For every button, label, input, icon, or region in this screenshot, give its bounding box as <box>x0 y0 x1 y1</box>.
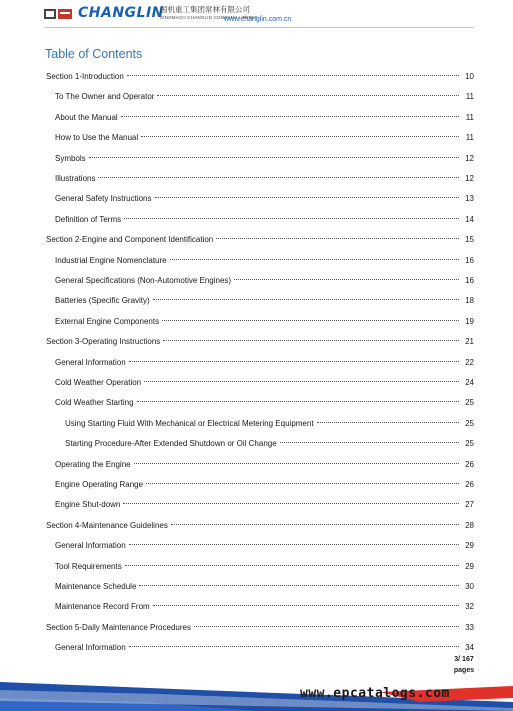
toc-entry[interactable] <box>55 479 474 491</box>
toc-section-entry[interactable] <box>46 622 474 634</box>
toc-entry[interactable] <box>55 499 474 511</box>
toc-entry[interactable] <box>55 357 474 369</box>
toc-entry[interactable] <box>55 214 474 226</box>
toc-entry-page: 25 <box>465 439 474 449</box>
company-website-link[interactable]: www.changlin.com.cn <box>224 16 292 23</box>
toc-entry[interactable] <box>55 581 474 593</box>
toc-entry-page: 18 <box>465 296 474 306</box>
toc-entry-page: 11 <box>465 133 474 143</box>
toc-entry-page: 21 <box>465 337 474 347</box>
toc-entry-page: 28 <box>465 520 474 530</box>
toc-dot-leader <box>194 626 459 627</box>
toc-entry-page: 29 <box>465 541 474 551</box>
toc-entry-page: 19 <box>465 316 474 326</box>
toc-entry[interactable] <box>55 173 474 185</box>
toc-entry-label: General Information <box>55 541 126 551</box>
toc-entry-label: Engine Shut-down <box>55 500 121 510</box>
toc-dot-leader <box>98 177 459 178</box>
toc-entry-label: About the Manual <box>55 112 118 122</box>
toc-entry-label: Industrial Engine Nomenclature <box>55 255 167 265</box>
toc-dot-leader <box>171 524 459 525</box>
toc-entry-page: 32 <box>465 602 474 612</box>
toc-entry-page: 24 <box>465 378 474 387</box>
toc-dot-leader <box>134 463 459 464</box>
toc-entry-label: Engine Operating Range <box>55 480 144 489</box>
toc-dot-leader <box>129 361 459 362</box>
toc-section-entry[interactable] <box>46 336 474 348</box>
toc-entry-label: General Specifications (Non-Automotive Engines) <box>55 276 232 285</box>
toc-dot-leader <box>121 116 459 117</box>
toc-entry[interactable] <box>55 255 474 267</box>
toc-entry-label: Starting Procedure-After Extended Shutdown or Oil Change <box>65 439 277 449</box>
toc-entry[interactable] <box>65 438 474 450</box>
toc-dot-leader <box>153 605 459 606</box>
toc-entry[interactable] <box>55 601 474 613</box>
toc-entry[interactable] <box>55 642 474 654</box>
toc-entry[interactable] <box>55 132 474 144</box>
page-number: 3/ 167 <box>454 656 474 663</box>
toc-entry[interactable] <box>55 540 474 552</box>
toc-entry-page: 29 <box>465 561 474 571</box>
toc-entry-label: General Information <box>55 357 126 367</box>
toc-entry[interactable] <box>55 295 474 307</box>
toc-entry[interactable] <box>55 112 474 124</box>
toc-entry-label: Section 3-Operating Instructions <box>46 337 161 347</box>
toc-entry-label: Symbols <box>55 153 86 163</box>
toc-entry-label: Section 5-Daily Maintenance Procedures <box>46 622 191 632</box>
toc-entry[interactable] <box>55 316 474 328</box>
toc-dot-leader <box>127 75 459 76</box>
toc-entry[interactable] <box>55 397 474 409</box>
toc-entry-label: Maintenance Record From <box>55 602 150 612</box>
toc-entry-label: Section 1-Introduction <box>46 72 124 81</box>
toc-entry-page: 15 <box>465 235 474 245</box>
toc-dot-leader <box>139 585 459 586</box>
toc-dot-leader <box>146 483 459 484</box>
toc-entry-page: 16 <box>465 276 474 285</box>
toc-dot-leader <box>157 95 459 96</box>
toc-entry-page: 10 <box>465 72 474 81</box>
toc-entry[interactable] <box>55 153 474 165</box>
toc-section-entry[interactable] <box>46 71 474 83</box>
toc-dot-leader <box>89 157 459 158</box>
toc-entry[interactable] <box>55 91 474 103</box>
toc-dot-leader <box>125 565 459 566</box>
toc-entry-label: Maintenance Schedule <box>55 582 137 591</box>
toc-dot-leader <box>280 442 459 443</box>
toc-entry-page: 14 <box>465 214 474 224</box>
toc-dot-leader <box>216 238 459 239</box>
toc-dot-leader <box>317 422 459 423</box>
toc-entry[interactable] <box>55 193 474 205</box>
toc-dot-leader <box>163 340 459 341</box>
company-name-cn: 国机重工集团常林有限公司 <box>160 5 250 14</box>
toc-dot-leader <box>162 320 459 321</box>
toc-dot-leader <box>129 646 459 647</box>
toc-entry-page: 25 <box>465 398 474 408</box>
toc-section-entry[interactable] <box>46 520 474 532</box>
toc-entry-label: Using Starting Fluid With Mechanical or Electrical Metering Equipment <box>65 418 314 428</box>
toc-entry-label: How to Use the Manual <box>55 133 139 143</box>
toc-entry-page: 26 <box>465 480 474 489</box>
toc-entry-page: 34 <box>465 643 474 653</box>
toc-entry-page: 11 <box>465 112 474 122</box>
toc-entry[interactable] <box>65 418 474 430</box>
toc-entry-label: Operating the Engine <box>55 459 131 469</box>
toc-entry-label: Tool Requirements <box>55 561 122 571</box>
toc-entry-page: 16 <box>465 255 474 265</box>
toc-entry-label: Section 2-Engine and Component Identification <box>46 235 214 245</box>
toc-dot-leader <box>234 279 459 280</box>
toc-dot-leader <box>123 503 459 504</box>
toc-entry-label: Cold Weather Starting <box>55 398 134 408</box>
toc-entry-page: 26 <box>465 459 474 469</box>
toc-entry-page: 22 <box>465 357 474 367</box>
toc-entry-label: General Safety Instructions <box>55 194 152 204</box>
toc-entry[interactable] <box>55 561 474 573</box>
toc-entry-page: 12 <box>465 174 474 183</box>
toc-entry-label: General Information <box>55 643 126 653</box>
toc-entry-label: Section 4-Maintenance Guidelines <box>46 520 168 530</box>
toc-entry-label: Batteries (Specific Gravity) <box>55 296 150 306</box>
toc-entry-page: 11 <box>465 92 474 102</box>
toc-entry-page: 30 <box>465 582 474 591</box>
watermark-url: www.epcatalogs.com <box>300 686 450 701</box>
company-name-en: SINOMACH CHANGLIN COMPANY LIMITED <box>160 15 258 20</box>
toc-entry-page: 33 <box>465 622 474 632</box>
toc-dot-leader <box>170 259 459 260</box>
brand-wordmark: CHANGLIN <box>78 5 164 21</box>
toc-dot-leader <box>155 197 460 198</box>
toc-dot-leader <box>144 381 459 382</box>
toc-dot-leader <box>129 544 459 545</box>
toc-entry-label: Cold Weather Operation <box>55 378 142 387</box>
toc-title: Table of Contents <box>45 47 143 61</box>
page-count-label: pages <box>453 667 475 674</box>
toc-entry-page: 25 <box>465 418 474 428</box>
toc-entry-label: Definition of Terms <box>55 214 122 224</box>
toc-entry[interactable] <box>55 459 474 471</box>
toc-entry-page: 12 <box>465 153 474 163</box>
toc-entry-page: 27 <box>465 500 474 510</box>
toc-entry-label: To The Owner and Operator <box>55 92 155 102</box>
toc-section-entry[interactable] <box>46 234 474 246</box>
toc-entry[interactable] <box>55 377 474 389</box>
toc-dot-leader <box>153 299 459 300</box>
toc-dot-leader <box>141 136 459 137</box>
toc-entry-page: 13 <box>465 194 474 204</box>
toc-entry[interactable] <box>55 275 474 287</box>
toc-dot-leader <box>124 218 459 219</box>
toc-entry-label: Illustrations <box>55 174 96 183</box>
toc-dot-leader <box>137 401 459 402</box>
toc-entry-label: External Engine Components <box>55 316 160 326</box>
